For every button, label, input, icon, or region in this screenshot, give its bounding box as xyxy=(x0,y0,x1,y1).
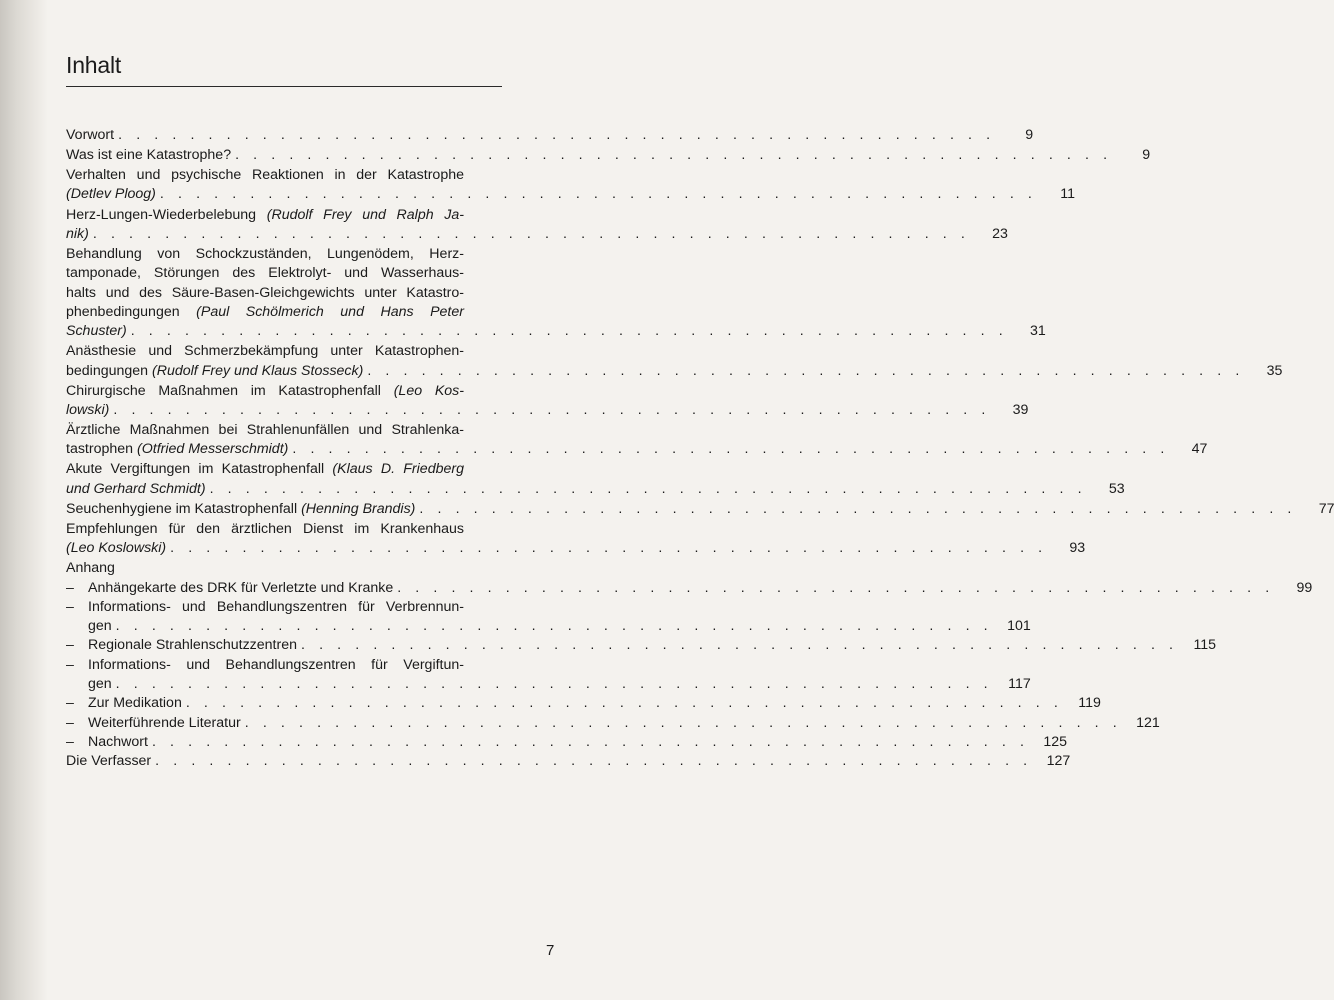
toc-leader-dots: . . . . . . . . . . . . . . . . . . . . . . . . . . . . . . . . . . . . . . . . . . . . . . . . . xyxy=(159,186,1037,203)
toc-entry-title-part: Anästhesie und Schmerzbekämpfung unter Katastrophen- xyxy=(66,343,464,360)
toc-entry-title-part: Behandlung von Schockzuständen, Lungenödem, Herz- xyxy=(66,245,464,262)
toc-entry xyxy=(66,752,1071,771)
toc-leader-dots: . . . . . . . . . . . . . . . . . . . . . . . . . . . . . . . . . . . . . . . . . . . . . . . . . xyxy=(185,695,1063,712)
toc-entry-text xyxy=(88,694,182,713)
toc-entry-text xyxy=(88,733,148,752)
toc-entry-title-part: Weiterführende Literatur xyxy=(88,714,241,731)
table-of-contents xyxy=(66,126,1334,772)
toc-entry-last-line xyxy=(66,185,1075,204)
toc-entry-author: (Paul Schölmerich und Hans Peter xyxy=(196,303,464,320)
toc-entry-title-part: Seuchenhygiene im Katastrophenfall xyxy=(66,500,298,517)
anhang-item xyxy=(66,579,1313,598)
toc-entry xyxy=(66,382,1029,421)
anhang-item-content xyxy=(88,636,1216,655)
toc-leader-dots: . . . . . . . . . . . . . . . . . . . . . . . . . . . . . . . . . . . . . . . . . . . . . . . . . xyxy=(92,225,970,242)
toc-entry-author: (Rudolf Frey und Ralph Ja- xyxy=(266,206,464,223)
toc-entry-line xyxy=(66,245,464,264)
toc-entry xyxy=(66,342,1283,381)
toc-entry xyxy=(66,206,1008,245)
toc-entry-author: Schuster) xyxy=(66,323,127,340)
dash-marker: – xyxy=(66,695,74,712)
anhang-item-content xyxy=(88,598,1031,637)
anhang-item-content xyxy=(88,714,1160,733)
toc-entry-text xyxy=(66,146,231,165)
toc-entry xyxy=(66,421,1208,460)
toc-entry-line xyxy=(66,460,464,479)
toc-entry-author: (Rudolf Frey und Klaus Stosseck) xyxy=(152,362,364,379)
toc-entry-last-line xyxy=(66,752,1071,771)
toc-entry xyxy=(66,146,1151,165)
toc-entry-author: lowski) xyxy=(66,401,110,418)
toc-entry-last-line xyxy=(66,539,1086,558)
anhang-item xyxy=(66,694,1101,713)
toc-entry-title-part: Empfehlungen für den ärztlichen Dienst im Krankenhaus xyxy=(66,520,464,537)
toc-entry-last-line xyxy=(88,579,1312,598)
toc-entry-last-line xyxy=(66,480,1125,499)
book-spine-shadow xyxy=(0,0,48,1000)
toc-leader-dots: . . . . . . . . . . . . . . . . . . . . . . . . . . . . . . . . . . . . . . . . . . . . . . . . . xyxy=(397,579,1275,596)
toc-entry-author: und Gerhard Schmidt) xyxy=(66,480,206,497)
toc-page-number: 53 xyxy=(1108,480,1125,497)
toc-entry-line: Informations- und Behandlungszentren für Vergiftun- xyxy=(88,656,464,673)
toc-page-number: 101 xyxy=(1007,618,1031,635)
toc-page-number: 125 xyxy=(1043,733,1067,750)
toc-page-number: 11 xyxy=(1060,186,1075,203)
toc-entry-title-part: gen xyxy=(88,618,112,635)
toc-page-number: 9 xyxy=(1142,147,1151,164)
toc-entry-last-line xyxy=(88,617,1031,636)
toc-entry-author: (Leo Koslowski) xyxy=(66,540,167,557)
toc-entry-text xyxy=(88,714,241,733)
toc-entry-text xyxy=(66,322,127,341)
toc-entry-line xyxy=(66,166,464,185)
toc-leader-dots: . . . . . . . . . . . . . . . . . . . . . . . . . . . . . . . . . . . . . . . . . . . . . . . . . xyxy=(301,637,1179,654)
toc-page-number: 93 xyxy=(1069,540,1086,557)
toc-entry-title-part: Chirurgische Maßnahmen im Katastrophenfall xyxy=(66,382,381,399)
anhang-item-content xyxy=(88,656,1031,695)
toc-entry-title-part: Herz-Lungen-Wiederbelebung xyxy=(66,206,257,223)
anhang-item xyxy=(66,636,1217,655)
page-number: 7 xyxy=(546,942,555,959)
toc-entry-line xyxy=(66,303,464,322)
toc-entry-title-part: halts und des Säure-Basen-Gleichgewichts unter Katastro- xyxy=(66,284,464,301)
anhang-item xyxy=(66,733,1067,752)
toc-entry-text xyxy=(66,440,288,459)
toc-page xyxy=(66,0,1334,1000)
toc-page-number: 35 xyxy=(1266,362,1283,379)
toc-page-number: 99 xyxy=(1296,579,1313,596)
toc-entry-text xyxy=(88,675,112,694)
toc-entry-last-line xyxy=(66,500,1334,519)
toc-leader-dots: . . . . . . . . . . . . . . . . . . . . . . . . . . . . . . . . . . . . . . . . . . . . . . . . . xyxy=(155,753,1033,770)
toc-entry-title-part: Nachwort xyxy=(88,733,148,750)
toc-entry-last-line xyxy=(66,126,1034,145)
toc-entry-last-line xyxy=(66,440,1208,459)
toc-entry-text xyxy=(66,480,206,499)
anhang-item xyxy=(66,598,1031,637)
toc-entry-last-line xyxy=(88,675,1031,694)
dash-marker: – xyxy=(66,733,74,750)
dash-marker: – xyxy=(66,656,74,673)
toc-entry-title-part: bedingungen xyxy=(66,362,149,379)
toc-page-number: 31 xyxy=(1030,323,1046,340)
toc-entry xyxy=(66,166,1075,205)
toc-entry-title-part: Was ist eine Katastrophe? xyxy=(66,147,232,164)
toc-page-number: 9 xyxy=(1025,127,1034,143)
anhang-item xyxy=(66,714,1160,733)
toc-entry-title-part: gen xyxy=(88,676,112,693)
toc-entry-last-line xyxy=(88,714,1160,733)
toc-leader-dots: . . . . . . . . . . . . . . . . . . . . . . . . . . . . . . . . . . . . . . . . . . . . . . . . . xyxy=(151,733,1029,750)
toc-entry-text xyxy=(88,636,297,655)
toc-entry-text xyxy=(66,225,89,244)
toc-page-number: 117 xyxy=(1008,676,1031,693)
toc-entry-last-line xyxy=(88,694,1101,713)
toc-entry-author: (Detlev Ploog) xyxy=(66,186,156,203)
toc-entry-title-part: Anhängekarte des DRK für Verletzte und Kranke xyxy=(88,579,394,596)
toc-entry-title-part: Zur Medikation xyxy=(88,695,182,712)
toc-entry-line: Informations- und Behandlungszentren für Verbrennun- xyxy=(88,598,464,615)
toc-entry-author: (Klaus D. Friedberg xyxy=(332,461,464,478)
toc-entry xyxy=(66,520,1086,559)
toc-entry-text xyxy=(66,185,156,204)
toc-page-number: 119 xyxy=(1078,695,1101,712)
toc-entry-text xyxy=(88,579,393,598)
toc-entry-title-part: Akute Vergiftungen im Katastrophenfall xyxy=(66,461,325,478)
toc-entry-line xyxy=(66,382,464,401)
toc-leader-dots: . . . . . . . . . . . . . . . . . . . . . . . . . . . . . . . . . . . . . . . . . . . . . . . . . xyxy=(244,714,1122,731)
toc-entry-title-part: Die Verfasser xyxy=(66,753,152,770)
anhang-item xyxy=(66,656,1031,695)
toc-leader-dots: . . . . . . . . . . . . . . . . . . . . . . . . . . . . . . . . . . . . . . . . . . . . . . . . . xyxy=(130,323,1008,340)
toc-entry xyxy=(66,460,1125,499)
toc-entry xyxy=(66,245,1046,341)
anhang-item-content xyxy=(88,733,1067,752)
dash-marker: – xyxy=(66,579,74,596)
toc-entry xyxy=(66,500,1334,519)
toc-entry-title-part: phenbedingungen xyxy=(66,303,180,320)
page-title: Inhalt xyxy=(66,52,122,78)
anhang-item-content xyxy=(88,694,1101,713)
toc-entry-title-part: Ärztliche Maßnahmen bei Strahlenunfällen und Strahlenka- xyxy=(66,422,464,439)
toc-entry xyxy=(66,126,1034,145)
dash-marker: – xyxy=(66,714,74,731)
toc-page-number: 23 xyxy=(992,225,1008,242)
dash-marker: – xyxy=(66,637,74,654)
toc-leader-dots: . . . . . . . . . . . . . . . . . . . . . . . . . . . . . . . . . . . . . . . . . . . . . . . . . xyxy=(115,618,993,635)
toc-entry-line xyxy=(66,520,464,539)
anhang-section xyxy=(66,559,1313,752)
toc-entry-text xyxy=(66,362,363,381)
toc-leader-dots: . . . . . . . . . . . . . . . . . . . . . . . . . . . . . . . . . . . . . . . . . . . . . . . . . xyxy=(292,441,1170,458)
toc-entry-line xyxy=(66,284,464,303)
toc-leader-dots: . . . . . . . . . . . . . . . . . . . . . . . . . . . . . . . . . . . . . . . . . . . . . . . . . xyxy=(115,676,993,693)
toc-entry-author: nik) xyxy=(66,225,89,242)
toc-leader-dots: . . . . . . . . . . . . . . . . . . . . . . . . . . . . . . . . . . . . . . . . . . . . . . . . . xyxy=(209,480,1087,497)
toc-entry-title-part: Vorwort xyxy=(66,127,115,143)
toc-entry-last-line xyxy=(66,146,1151,165)
toc-entry-author: (Otfried Messerschmidt) xyxy=(137,441,289,458)
toc-entry-text xyxy=(66,126,114,145)
toc-entry-last-line xyxy=(88,636,1216,655)
toc-leader-dots: . . . . . . . . . . . . . . . . . . . . . . . . . . . . . . . . . . . . . . . . . . . . . . . . . xyxy=(235,147,1113,164)
toc-page-number: 115 xyxy=(1193,637,1217,654)
toc-entry-title-part: tamponade, Störungen des Elektrolyt- und Wasserhaus- xyxy=(66,265,464,282)
toc-entry-last-line xyxy=(66,225,1008,244)
toc-entry-text xyxy=(66,401,109,420)
toc-entry-last-line xyxy=(66,322,1046,341)
toc-leader-dots: . . . . . . . . . . . . . . . . . . . . . . . . . . . . . . . . . . . . . . . . . . . . . . . . . xyxy=(113,401,991,418)
toc-page-number: 121 xyxy=(1136,714,1160,731)
toc-entry-author: (Henning Brandis) xyxy=(301,500,416,517)
toc-page-number: 47 xyxy=(1191,441,1208,458)
title-rule xyxy=(66,86,502,87)
anhang-heading: Anhang xyxy=(66,560,115,577)
toc-leader-dots: . . . . . . . . . . . . . . . . . . . . . . . . . . . . . . . . . . . . . . . . . . . . . . . . . xyxy=(367,362,1245,379)
toc-entry-text xyxy=(66,539,166,558)
toc-entry-line xyxy=(66,421,464,440)
toc-entry-title-part: tastrophen xyxy=(66,441,134,458)
toc-entry-last-line xyxy=(88,733,1067,752)
toc-entry-last-line xyxy=(66,401,1029,420)
dash-marker: – xyxy=(66,598,74,615)
toc-entry-last-line xyxy=(66,362,1283,381)
toc-leader-dots: . . . . . . . . . . . . . . . . . . . . . . . . . . . . . . . . . . . . . . . . . . . . . . . . . xyxy=(419,500,1297,517)
toc-entry-line xyxy=(66,264,464,283)
toc-entry-text xyxy=(66,500,415,519)
toc-page-number: 39 xyxy=(1012,401,1029,418)
toc-page-number: 77 xyxy=(1318,500,1334,517)
anhang-item-content xyxy=(88,579,1312,598)
toc-entry-text xyxy=(88,617,112,636)
toc-entry-line xyxy=(66,206,464,225)
toc-leader-dots: . . . . . . . . . . . . . . . . . . . . . . . . . . . . . . . . . . . . . . . . . . . . . . . . . xyxy=(118,127,996,143)
toc-entry-title-part: Regionale Strahlenschutzzentren xyxy=(88,637,298,654)
toc-entry-author: (Leo Kos- xyxy=(393,382,464,399)
toc-entry-text xyxy=(66,752,151,771)
toc-page-number: 127 xyxy=(1046,753,1071,770)
toc-entry-title-part: Verhalten und psychische Reaktionen in der Katastrophe xyxy=(66,167,464,184)
toc-entry-line xyxy=(66,342,464,361)
toc-leader-dots: . . . . . . . . . . . . . . . . . . . . . . . . . . . . . . . . . . . . . . . . . . . . . . . . . xyxy=(170,540,1048,557)
